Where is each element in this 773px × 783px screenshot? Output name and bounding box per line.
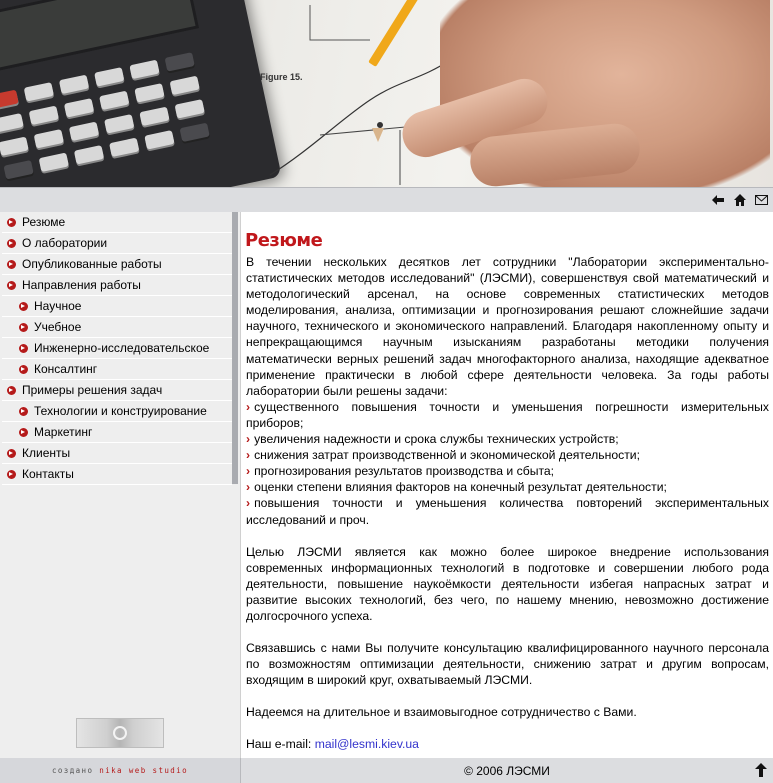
sidebar-item-examples[interactable] — [2, 380, 232, 401]
list-item: › снижения затрат производственной и экономической деятельности; — [246, 448, 640, 463]
bullet-icon — [19, 323, 28, 332]
sidebar-item-technologies[interactable] — [2, 401, 232, 422]
mail-icon[interactable] — [753, 192, 769, 208]
menu-rail — [232, 212, 238, 484]
closing-paragraph: Надеемся на длительное и взаимовыгодное сотрудничество с Вами. — [246, 705, 637, 720]
bullet-icon — [19, 344, 28, 353]
back-arrow-icon[interactable] — [710, 192, 726, 208]
sidebar-item-publications[interactable] — [2, 254, 232, 275]
arrow-bullet-icon: › — [246, 399, 251, 414]
sidebar-item-label: Примеры решения задач — [22, 383, 163, 397]
bullet-icon — [7, 386, 16, 395]
arrow-bullet-icon: › — [246, 432, 251, 447]
list-item: › оценки степени влияния факторов на конечный результат деятельности; — [246, 480, 667, 495]
sidebar-item-label: Клиенты — [22, 446, 71, 460]
created-label: создано — [51, 766, 94, 775]
sidebar-item-label: Резюме — [22, 215, 66, 229]
studio-link[interactable]: nika web studio — [99, 766, 189, 775]
article-body — [246, 254, 769, 753]
bullet-icon — [7, 239, 16, 248]
list-item: › существенного повышения точности и уменьшения погрешности измерительных приборов; — [246, 399, 769, 430]
sidebar-menu — [2, 212, 232, 485]
sidebar-item-label: Учебное — [34, 320, 82, 334]
sidebar-item-engineering[interactable] — [2, 338, 232, 359]
list-item: › прогнозирования результатов производства и сбыта; — [246, 464, 555, 479]
sidebar-item-consulting[interactable] — [2, 359, 232, 380]
email-label: Наш e-mail: — [246, 737, 312, 752]
arrow-bullet-icon: › — [246, 496, 251, 511]
sidebar-item-label: Инженерно-исследовательское — [34, 341, 210, 355]
sidebar-item-marketing[interactable] — [2, 422, 232, 443]
top-toolbar — [0, 187, 773, 212]
sidebar-item-about[interactable] — [2, 233, 232, 254]
page-title: Резюме — [245, 230, 323, 251]
scroll-up-icon[interactable] — [755, 763, 769, 777]
sidebar-item-contacts[interactable] — [2, 464, 232, 485]
sidebar — [0, 212, 240, 758]
sidebar-item-label: Технологии и конструирование — [34, 404, 207, 418]
header-photo — [0, 0, 773, 187]
email-line — [246, 736, 769, 752]
arrow-bullet-icon: › — [246, 448, 251, 463]
bullet-icon — [19, 365, 28, 374]
svg-text:Figure 15.: Figure 15. — [260, 72, 303, 82]
email-link[interactable]: mail@lesmi.kiev.ua — [314, 737, 419, 752]
copyright-text: © 2006 ЛЭСМИ — [464, 763, 550, 778]
bullet-icon — [7, 281, 16, 290]
sidebar-item-label: Контакты — [22, 467, 74, 481]
sidebar-item-clients[interactable] — [2, 443, 232, 464]
list-item: › увеличения надежности и срока службы технических устройств; — [246, 432, 619, 447]
arrow-bullet-icon: › — [246, 480, 251, 495]
sidebar-item-educational[interactable] — [2, 317, 232, 338]
home-icon[interactable] — [732, 192, 748, 208]
sidebar-item-directions[interactable] — [2, 275, 232, 296]
sidebar-item-label: Опубликованные работы — [22, 257, 162, 271]
bullet-icon — [19, 302, 28, 311]
sidebar-item-scientific[interactable] — [2, 296, 232, 317]
contact-paragraph: Связавшись с нами Вы получите консультацию квалифицированного научного персонала по возможностям оптимизации деятельности, снижению затрат и другим вопросам, входящим в широкий круг, охватываемый ЛЭСМИ. — [246, 641, 769, 688]
list-item: › повышения точности и уменьшения количества повторений экспериментальных исследований и проч. — [246, 496, 769, 527]
bullet-icon — [7, 470, 16, 479]
sidebar-item-label: Маркетинг — [34, 425, 93, 439]
arrow-bullet-icon: › — [246, 464, 251, 479]
sidebar-item-label: О лаборатории — [22, 236, 108, 250]
counter-icon — [113, 726, 127, 740]
bullet-icon — [7, 218, 16, 227]
sidebar-item-label: Консалтинг — [34, 362, 98, 376]
bullet-icon — [7, 260, 16, 269]
main-content — [240, 212, 773, 758]
sidebar-item-resume[interactable] — [2, 212, 232, 233]
footer-credits — [0, 758, 240, 783]
goal-paragraph: Целью ЛЭСМИ является как можно более широкое внедрение использования современных информационных технологий в подготовке и совершении любого рода деятельности, повышение наукоёмкости деятельности избегая напрасных затрат и развитие высоких технологий, без чего, по нашему мнению, невозможно достижение долгосрочного успеха. — [246, 544, 769, 623]
counter-badge[interactable] — [76, 718, 164, 748]
calculator-image — [0, 0, 282, 187]
sidebar-item-label: Научное — [34, 299, 82, 313]
bullet-icon — [7, 449, 16, 458]
bullet-icon — [19, 428, 28, 437]
intro-paragraph: В течении нескольких десятков лет сотрудники "Лаборатории экспериментально-статистических методов исследований" (ЛЭСМИ), совершенствуя свой математический и методологический арсенал, на основе современных статистических методов моделирования, анализа, оптимизации и прогнозирования решают сложнейшие задачи научного, технического и экономического направлений. Благодаря накопленному опыту и непрекращающимся научным изысканиям разработаны методики получения математически верных решений задач многофакторного анализа, находящие адекватное применение практически в любой сфере деятельности человека. За годы работы лаборатории были решены задачи: — [246, 255, 769, 398]
bullet-icon — [19, 407, 28, 416]
footer-bar — [240, 758, 773, 783]
sidebar-item-label: Направления работы — [22, 278, 141, 292]
